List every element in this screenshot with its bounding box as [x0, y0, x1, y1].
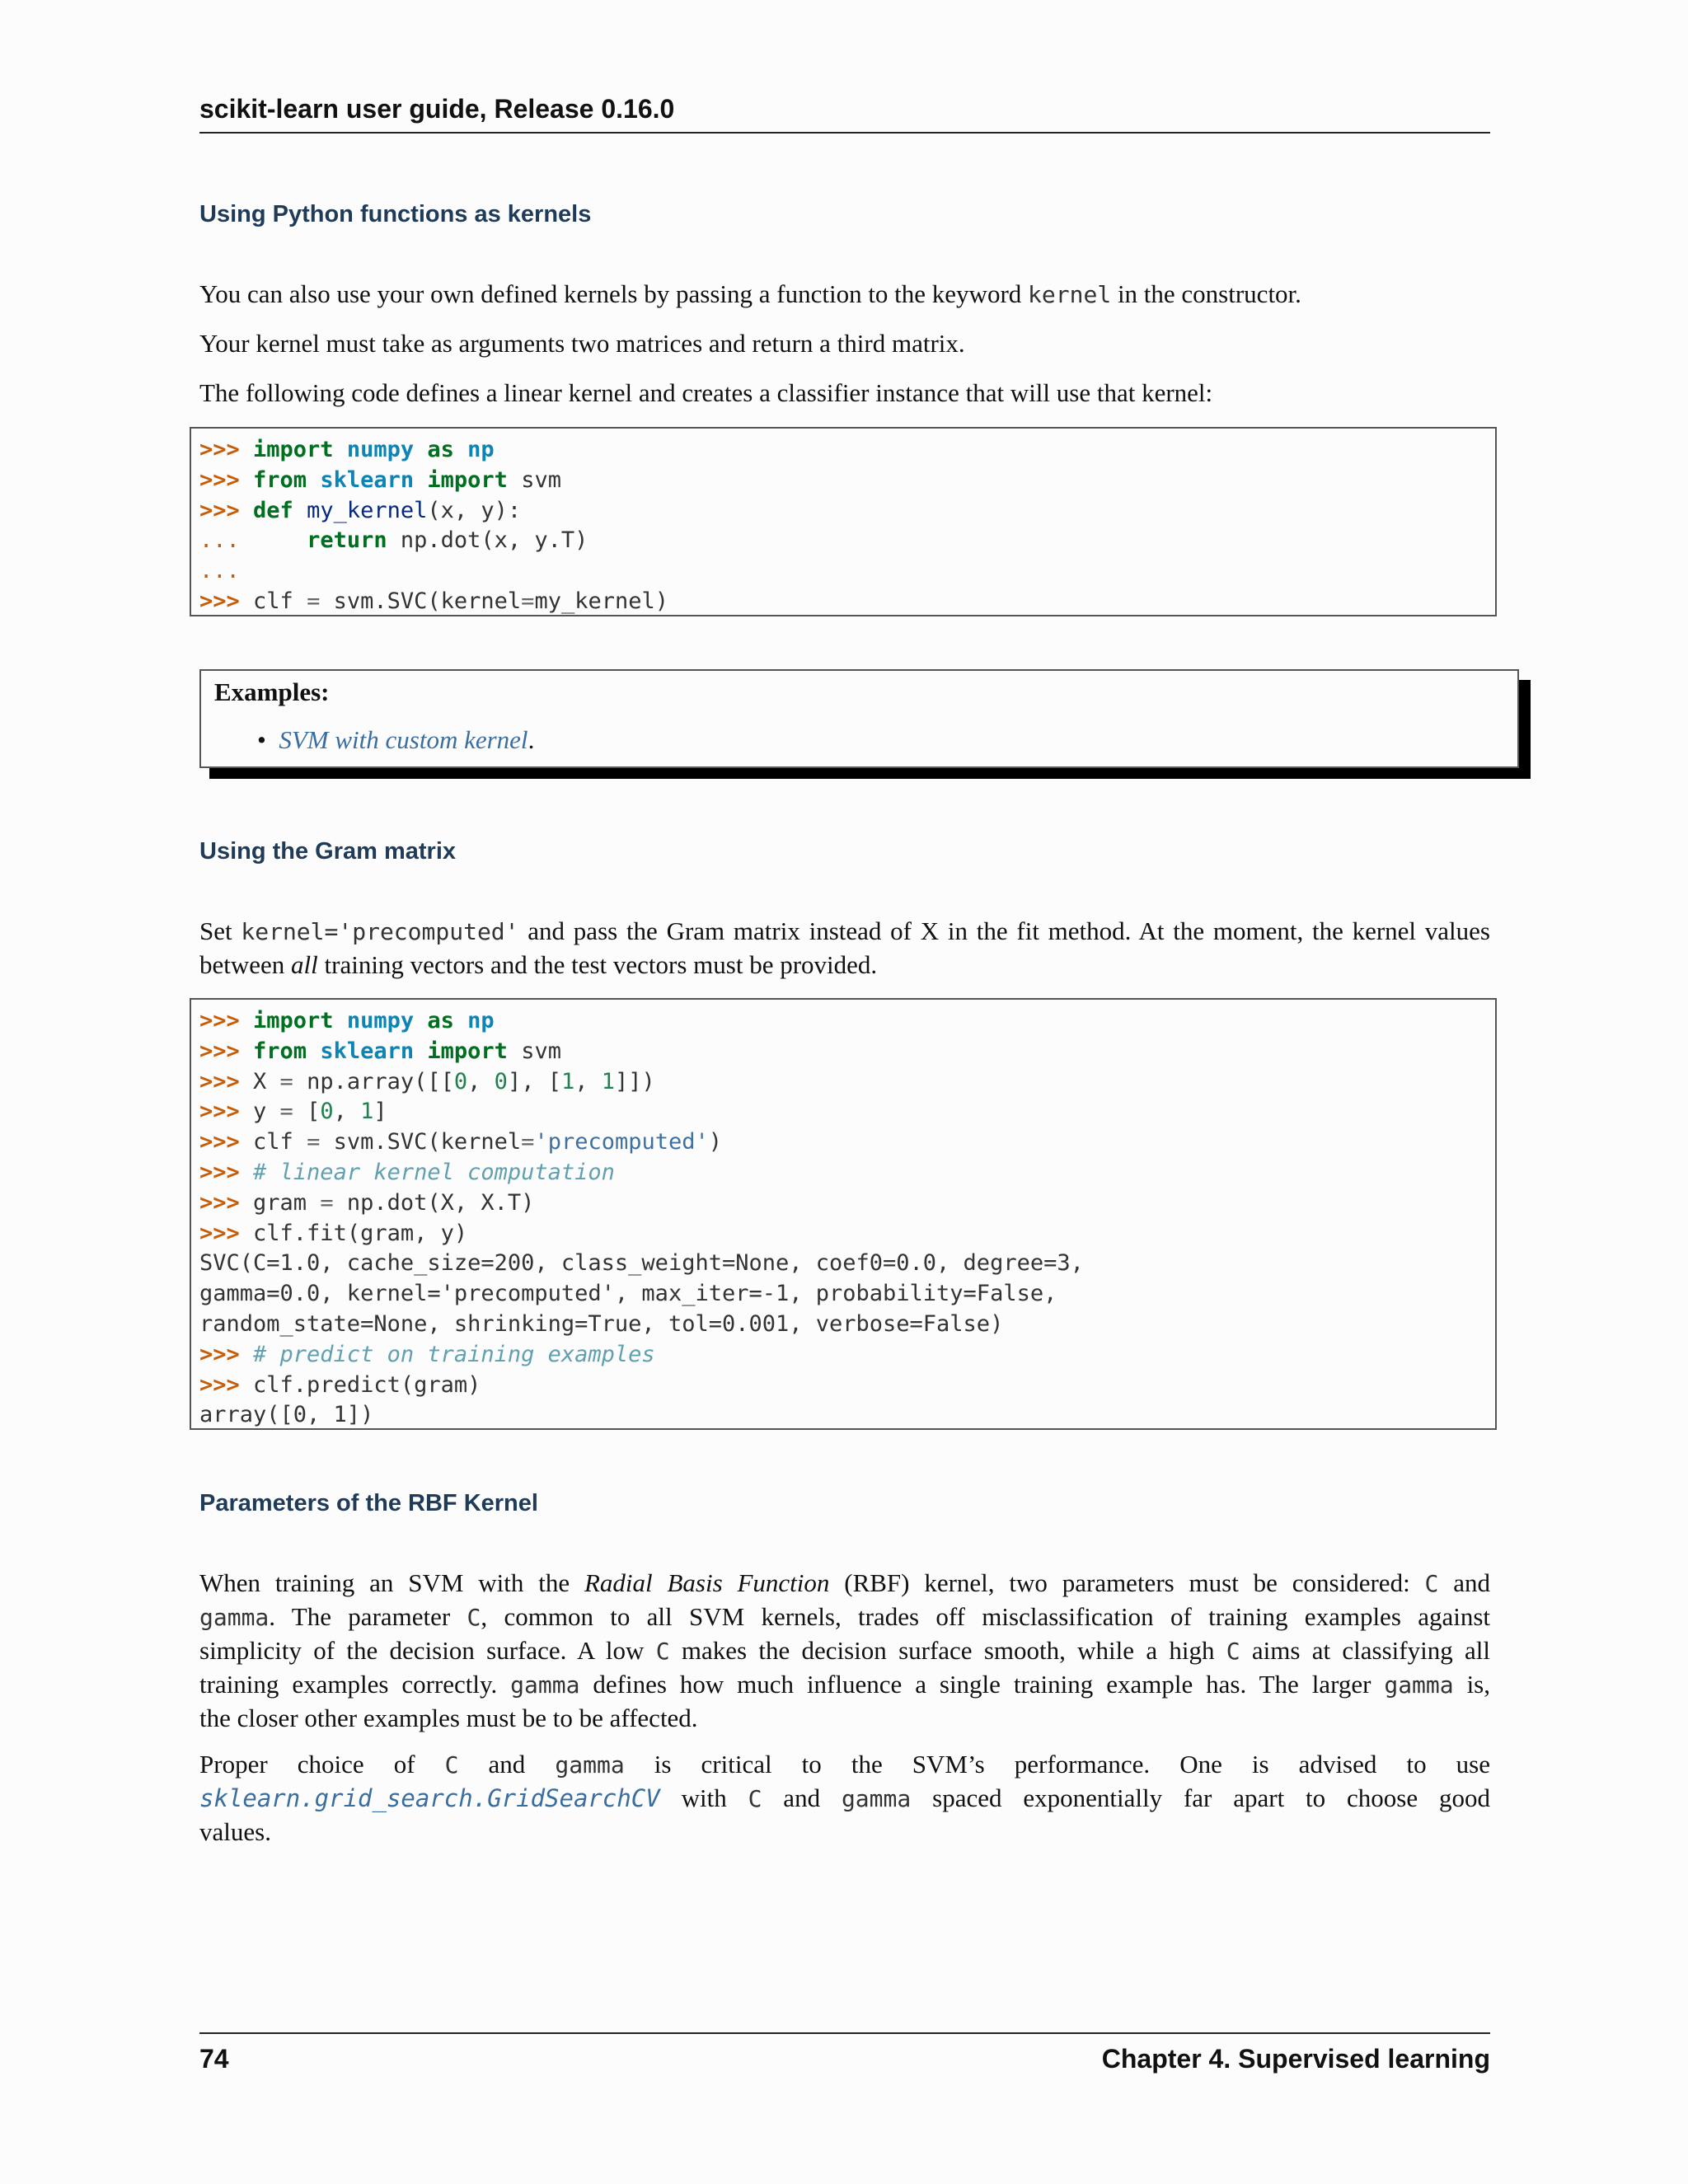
- text-line: [199, 1567, 1490, 1601]
- code-token: >>>: [199, 1099, 254, 1125]
- code-line: [199, 1158, 1495, 1188]
- code-line: [199, 1006, 1495, 1037]
- code-block-gram-matrix: [190, 998, 1497, 1430]
- inline-code: C: [748, 1785, 762, 1812]
- code-token: (x, y):: [427, 497, 522, 523]
- section-heading-python-kernels: Using Python functions as kernels: [199, 201, 592, 227]
- code-token: >>>: [199, 1159, 254, 1185]
- code-token: 0: [494, 1068, 508, 1094]
- gridsearchcv-link[interactable]: sklearn.grid_search.GridSearchCV: [199, 1784, 660, 1812]
- inline-code: gamma: [555, 1751, 625, 1779]
- running-header: [199, 92, 1490, 134]
- code-token: >>>: [199, 1371, 254, 1398]
- code-token: 0: [320, 1099, 334, 1125]
- code-token: >>>: [199, 1341, 254, 1367]
- code-token: [307, 467, 320, 493]
- code-token: >>>: [199, 1038, 254, 1064]
- code-line: [199, 1340, 1495, 1371]
- text: is critical to the SVM’s performance. One is advised to use: [624, 1750, 1490, 1779]
- code-token: [414, 1008, 427, 1033]
- code-line: [199, 496, 1495, 527]
- code-token: sklearn: [320, 466, 415, 493]
- code-token: =: [521, 1129, 535, 1155]
- paragraph-own-kernels: [199, 278, 1490, 312]
- inline-code: C: [1226, 1638, 1240, 1665]
- code-token: [307, 1038, 320, 1064]
- text: and pass the Gram matrix instead of X in the fit method. At the moment, the kernel values between: [199, 916, 1490, 979]
- code-token: =: [307, 588, 321, 614]
- code-token: [334, 1008, 347, 1033]
- code-line: [199, 1310, 1495, 1340]
- code-token: X: [253, 1068, 280, 1094]
- code-token: svm.SVC(kernel: [320, 588, 522, 614]
- code-line: [199, 1188, 1495, 1219]
- code-token: =: [521, 588, 535, 614]
- code-token: gamma=0.0, kernel='precomputed', max_iter=-1, probability=False,: [199, 1281, 1057, 1307]
- code-token: svm: [507, 1038, 561, 1064]
- text: training vectors and the test vectors must be provided.: [317, 950, 878, 979]
- paragraph-proper-choice: [199, 1748, 1490, 1849]
- text: in the constructor.: [1111, 279, 1301, 308]
- code-token: numpy: [346, 437, 415, 462]
- code-token: import: [253, 1008, 334, 1033]
- examples-title: Examples:: [214, 677, 330, 706]
- code-token: clf.fit(gram, y): [253, 1220, 468, 1246]
- paragraph-kernel-args: Your kernel must take as arguments two matrices and return a third matrix.: [199, 329, 965, 358]
- code-token: 'precomputed': [534, 1129, 709, 1155]
- examples-box: [199, 669, 1519, 768]
- code-token: np: [467, 437, 495, 462]
- inline-code-kernel: kernel: [1028, 281, 1112, 308]
- text: When training an SVM with the: [199, 1568, 584, 1597]
- code-line: [199, 1037, 1495, 1067]
- code-token: clf.predict(gram): [253, 1371, 481, 1398]
- code-line: [199, 1279, 1495, 1310]
- examples-list-item: [257, 725, 534, 755]
- code-line: [199, 1249, 1495, 1279]
- code-token: 0: [453, 1068, 468, 1094]
- code-token: SVC(C=1.0, cache_size=200, class_weight=None, coef0=0.0, degree=3,: [199, 1250, 1084, 1277]
- code-token: >>>: [199, 1129, 254, 1155]
- text: You can also use your own defined kernels by passing a function to the keyword: [199, 279, 1029, 308]
- code-token: =: [279, 1068, 293, 1094]
- code-token: np.dot(x, y.T): [387, 527, 588, 554]
- code-token: [253, 527, 307, 553]
- code-token: svm.SVC(kernel: [320, 1129, 522, 1155]
- text: Proper choice of: [199, 1750, 445, 1779]
- code-token: import: [427, 1038, 508, 1064]
- paragraph-linear-kernel-intro: The following code defines a linear kernel and creates a classifier instance that will use that kernel:: [199, 378, 1213, 407]
- code-token: ,: [574, 1068, 602, 1094]
- code-token: np.array([[: [293, 1068, 454, 1094]
- code-token: [454, 1008, 467, 1033]
- text: . The parameter: [269, 1602, 467, 1631]
- code-line: [199, 1127, 1495, 1158]
- code-token: np.dot(X, X.T): [333, 1189, 535, 1216]
- code-token: [293, 498, 307, 523]
- emphasis-all: all: [291, 950, 318, 979]
- code-token: =: [320, 1189, 334, 1216]
- text: simplicity of the decision surface. A low: [199, 1636, 656, 1665]
- code-token: clf: [253, 1129, 307, 1155]
- text-line: [199, 1634, 1490, 1668]
- code-token: >>>: [199, 497, 254, 523]
- code-token: my_kernel): [534, 588, 668, 614]
- text: aims at classifying all: [1240, 1636, 1490, 1665]
- code-token: as: [427, 437, 454, 462]
- code-line: [199, 1371, 1495, 1401]
- code-token: =: [279, 1099, 293, 1125]
- inline-code: gamma: [1384, 1671, 1454, 1699]
- code-token: 1: [360, 1099, 374, 1125]
- code-token: >>>: [199, 1220, 254, 1246]
- page-number: 74: [199, 2044, 229, 2074]
- code-token: [414, 467, 427, 493]
- code-token: >>>: [199, 466, 254, 493]
- code-token: sklearn: [320, 1038, 415, 1064]
- code-token: ]: [373, 1099, 387, 1125]
- code-token: [: [293, 1099, 321, 1125]
- text: defines how much influence a single training example has. The larger: [579, 1670, 1385, 1699]
- code-token: 1: [560, 1068, 575, 1094]
- inline-code: gamma: [199, 1604, 270, 1631]
- code-line: [199, 1067, 1495, 1098]
- code-token: numpy: [346, 1008, 415, 1033]
- code-line: [199, 1097, 1495, 1127]
- code-token: >>>: [199, 1189, 254, 1216]
- code-token: >>>: [199, 1068, 254, 1094]
- code-token: ,: [333, 1099, 361, 1125]
- code-token: def: [253, 497, 293, 523]
- code-token: clf: [253, 588, 307, 614]
- inline-code: C: [1424, 1570, 1439, 1597]
- code-token: ...: [199, 527, 254, 554]
- inline-code: C: [444, 1751, 459, 1779]
- paragraph-rbf-training: [199, 1567, 1490, 1735]
- text: and: [762, 1783, 842, 1812]
- code-token: random_state=None, shrinking=True, tol=0.001, verbose=False): [199, 1310, 1004, 1337]
- code-token: ]]): [615, 1068, 655, 1094]
- inline-code-precomputed: kernel='precomputed': [241, 918, 519, 945]
- code-token: ], [: [507, 1068, 561, 1094]
- chapter-title: Chapter 4. Supervised learning: [1101, 2044, 1490, 2074]
- text: (RBF) kernel, two parameters must be considered:: [829, 1568, 1425, 1597]
- text: and: [458, 1750, 556, 1779]
- code-token: return: [307, 527, 387, 554]
- code-block-custom-kernel: [190, 427, 1497, 616]
- code-token: np: [467, 1008, 495, 1033]
- text: training examples correctly.: [199, 1670, 511, 1699]
- code-token: >>>: [199, 437, 254, 462]
- section-heading-gram-matrix: Using the Gram matrix: [199, 838, 457, 865]
- code-line: [199, 1219, 1495, 1249]
- code-line: [199, 587, 1495, 617]
- emphasis: Radial Basis Function: [584, 1568, 830, 1597]
- code-token: # predict on training examples: [253, 1341, 655, 1367]
- svm-custom-kernel-link[interactable]: SVM with custom kernel: [279, 725, 528, 754]
- code-token: >>>: [199, 588, 254, 614]
- text: .: [528, 725, 535, 754]
- code-token: svm: [507, 466, 561, 493]
- paragraph-precomputed: [199, 915, 1490, 982]
- text-line-last: values.: [199, 1817, 271, 1846]
- inline-code: gamma: [841, 1785, 912, 1812]
- code-token: =: [307, 1129, 321, 1155]
- code-token: y: [253, 1099, 280, 1125]
- text: and: [1438, 1568, 1490, 1597]
- code-token: import: [427, 466, 508, 493]
- code-token: [414, 1038, 427, 1064]
- text-line: [199, 1601, 1490, 1634]
- code-token: array([0, 1]): [199, 1402, 374, 1428]
- code-token: ): [708, 1129, 723, 1155]
- code-token: my_kernel: [307, 497, 428, 523]
- code-token: as: [427, 1008, 454, 1033]
- code-line: [199, 435, 1495, 466]
- code-line: [199, 556, 1495, 587]
- text-line: [199, 1782, 1490, 1816]
- code-token: ...: [199, 558, 240, 584]
- code-token: from: [253, 466, 307, 493]
- running-footer: [199, 2032, 1490, 2074]
- bullet: •: [257, 725, 266, 754]
- header-title: scikit-learn user guide, Release 0.16.0: [199, 94, 675, 124]
- code-line: [199, 466, 1495, 496]
- inline-code: C: [655, 1638, 670, 1665]
- code-token: [414, 437, 427, 462]
- text: with: [659, 1783, 748, 1812]
- code-token: [334, 437, 347, 462]
- text: spaced exponentially far apart to choose good: [911, 1783, 1490, 1812]
- text-line: [199, 1748, 1490, 1782]
- code-token: # linear kernel computation: [253, 1159, 615, 1185]
- code-token: 1: [601, 1068, 616, 1094]
- text-line-last: the closer other examples must be to be affected.: [199, 1704, 698, 1732]
- code-token: [454, 437, 467, 462]
- code-token: ,: [467, 1068, 495, 1094]
- section-heading-rbf-parameters: Parameters of the RBF Kernel: [199, 1490, 538, 1516]
- inline-code: C: [467, 1604, 481, 1631]
- code-token: gram: [253, 1189, 321, 1216]
- text: Set: [199, 916, 241, 945]
- code-line: [199, 1400, 1495, 1431]
- text: , common to all SVM kernels, trades off misclassification of training examples against: [481, 1602, 1490, 1631]
- text: makes the decision surface smooth, while a high: [669, 1636, 1226, 1665]
- code-token: import: [253, 437, 334, 462]
- code-line: [199, 526, 1495, 556]
- text: is,: [1453, 1670, 1490, 1699]
- inline-code: gamma: [510, 1671, 580, 1699]
- code-token: from: [253, 1038, 307, 1064]
- text-line: [199, 1668, 1490, 1702]
- code-token: >>>: [199, 1008, 254, 1033]
